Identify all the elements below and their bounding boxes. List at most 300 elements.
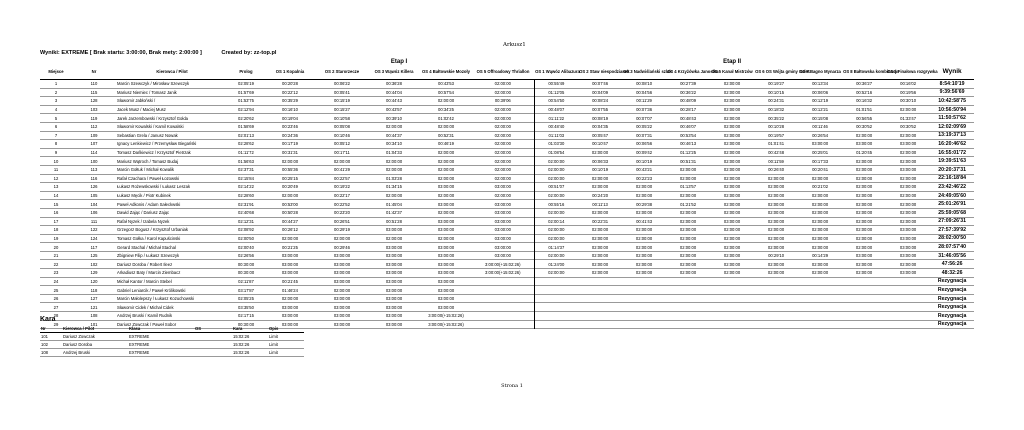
table-cell: 01:11'72: [238, 150, 254, 156]
kara-column-header: OS: [194, 324, 232, 333]
table-cell: 28:07:57'40: [938, 244, 966, 251]
table-cell: 02:00:00: [811, 193, 829, 199]
table-cell: 00:35'22: [768, 115, 785, 121]
table-cell: 02:00:00: [723, 107, 741, 113]
table-cell: 103: [90, 107, 98, 113]
table-cell: 02:00:00: [679, 261, 697, 267]
table-cell: 19: [53, 235, 59, 241]
table-cell: 27:57:39'92: [938, 226, 966, 233]
table-cell: 00:30'52: [856, 124, 873, 130]
table-cell: 00:46'07: [680, 124, 697, 130]
table-cell: 03:00:00: [281, 313, 299, 319]
table-cell: 10:56:50'94: [938, 106, 966, 113]
table-cell: 47:56:26: [941, 261, 963, 268]
table-cell: 01:02'42: [438, 115, 454, 121]
table-cell: 00:51'31: [680, 158, 697, 164]
table-cell: Zbigniew Filip / Łukasz Szewczyk: [117, 253, 180, 259]
table-cell: 02:00:00: [635, 261, 653, 267]
table-cell: 02:00:00: [723, 167, 741, 173]
table-row: [40, 217, 974, 226]
table-cell: 03:00:00: [437, 227, 455, 233]
table-cell: 00:12'19: [812, 98, 829, 104]
table-cell: 122: [90, 227, 98, 233]
table-cell: 02:00:00: [281, 158, 299, 164]
kara-cell: 102: [40, 341, 62, 349]
table-cell: [798, 312, 842, 321]
table-cell: 02:00:00: [494, 107, 511, 113]
table-cell: 02:00:00: [534, 157, 578, 166]
table-cell: 00:51'28: [386, 218, 402, 224]
table-cell: 28: [53, 313, 59, 319]
table-cell: Ignacy Lenkiewicz / Przemysław Biegański: [117, 141, 197, 147]
table-cell: 00:09'42: [636, 150, 653, 156]
table-cell: 03:00:00: [437, 184, 455, 190]
table-cell: [710, 277, 754, 286]
kara-cell: 108: [40, 349, 62, 357]
table-cell: 02:28'62: [238, 141, 254, 147]
table-cell: Gabriel Leniarcik / Paweł Królikowski: [117, 287, 186, 293]
table-cell: [666, 277, 710, 286]
table-cell: 00:24'20: [592, 193, 609, 199]
table-cell: Marcin Gołtuk / Michał Kowalik: [117, 167, 175, 173]
table-cell: Rezygnacja: [937, 295, 967, 302]
table-cell: Jacek Musz / Maciej Musz: [117, 107, 166, 113]
table-cell: [886, 320, 930, 329]
table-cell: 01:33'47: [900, 115, 917, 121]
results-body: [40, 80, 974, 329]
table-cell: 00:07'36: [636, 107, 653, 113]
table-cell: 02:00:00: [385, 235, 403, 241]
table-cell: 02:00:00: [767, 261, 785, 267]
table-cell: 03:00:00: [385, 313, 403, 319]
table-cell: 02:00:00: [811, 210, 829, 216]
table-cell: Tomasz Gołka / Karol Kapuścinski: [117, 235, 181, 241]
table-cell: 00:11'29: [636, 98, 652, 104]
table-cell: 00:29'46: [334, 244, 350, 250]
table-cell: 22: [53, 261, 59, 267]
table-cell: 112: [90, 124, 98, 130]
table-cell: [710, 286, 754, 295]
table-cell: 02:15'84: [238, 175, 254, 181]
table-cell: 00:22'31: [592, 218, 609, 224]
table-cell: 02:00:00: [723, 81, 741, 87]
table-cell: [534, 286, 578, 295]
table-cell: 02:40'68: [238, 210, 254, 216]
table-cell: 03:00:00: [494, 253, 511, 259]
table-cell: 00:10'28: [768, 124, 785, 130]
table-row: [40, 243, 974, 252]
table-cell: 03:00:00: [437, 218, 455, 224]
table-cell: 02:00:00: [679, 235, 697, 241]
table-cell: 03:17'87: [238, 287, 254, 293]
table-row: [40, 114, 974, 123]
table-cell: 02:00:00: [385, 158, 403, 164]
table-cell: 02:00:00: [855, 175, 873, 181]
table-cell: 00:29'38: [636, 201, 653, 207]
table-cell: 03:00:00: [385, 253, 403, 259]
table-cell: 02:00:00: [281, 296, 299, 302]
table-cell: 00:19'22: [334, 184, 350, 190]
table-cell: 02:00:00: [811, 261, 829, 267]
table-cell: 03:00:00: [855, 141, 873, 147]
table-cell: 118: [90, 287, 98, 293]
column-header: OS 9 Finałowa rozgrywka: [886, 66, 930, 80]
table-cell: 02:00:00: [534, 165, 578, 174]
table-cell: 03:00:00: [333, 313, 351, 319]
table-cell: 02:00:00: [534, 174, 578, 183]
table-cell: 03:00:00: [437, 261, 455, 267]
table-cell: 03:00:00: [899, 141, 917, 147]
table-cell: 02:00:00: [767, 201, 785, 207]
table-cell: [886, 303, 930, 312]
table-cell: 15: [53, 201, 59, 207]
table-cell: 02:00:00: [767, 235, 785, 241]
table-cell: 02:00:00: [534, 251, 578, 260]
table-cell: [754, 303, 798, 312]
table-cell: 02:00:00: [723, 261, 741, 267]
table-cell: 11:50:57'62: [938, 115, 966, 122]
table-cell: 00:06'56: [636, 141, 653, 147]
table-cell: 03:00:00: [855, 253, 873, 259]
table-cell: 01:24'00: [534, 260, 578, 269]
table-cell: 00:36'27: [856, 81, 873, 87]
table-cell: Rezygnacja: [937, 304, 967, 311]
table-cell: 00:06'22: [334, 81, 350, 87]
table-cell: 02:00:00: [534, 191, 578, 200]
table-cell: 01:01'51: [856, 107, 873, 113]
kara-column-headers: [40, 324, 304, 333]
table-cell: 00:22'12: [282, 89, 298, 95]
table-cell: 02:00:00: [855, 218, 873, 224]
table-cell: [842, 294, 886, 303]
column-header: OS 4 Bałtowskie Mozoły: [420, 66, 472, 80]
table-cell: 00:22'17: [334, 193, 350, 199]
table-cell: 24: [53, 278, 59, 284]
table-cell: 00:43'21: [636, 167, 653, 173]
table-cell: 00:10'19: [636, 158, 653, 164]
table-cell: 03:00:00: [333, 321, 351, 327]
table-cell: 00:21'02: [812, 184, 829, 190]
table-cell: 02:00:00: [855, 132, 873, 138]
table-cell: 48:32:26: [941, 269, 963, 276]
table-cell: 00:16'02: [900, 81, 917, 87]
table-cell: 00:05'08: [334, 124, 350, 130]
table-cell: 00:05'47: [592, 132, 609, 138]
table-cell: 115: [90, 89, 98, 95]
kara-cell: EXTREME: [128, 349, 194, 357]
column-header: Miejsce: [40, 66, 72, 80]
kara-cell: EXTREME: [128, 333, 194, 341]
table-cell: 02:12'94: [238, 107, 254, 113]
table-cell: 03:00:00: [333, 261, 351, 267]
table-cell: [886, 294, 930, 303]
table-cell: 00:08'24: [592, 98, 609, 104]
table-cell: [534, 294, 578, 303]
table-row: [40, 251, 974, 260]
table-cell: 02:00:00: [899, 261, 917, 267]
table-cell: 00:16'10: [282, 107, 298, 113]
table-cell: 00:27'39: [680, 81, 697, 87]
table-cell: 02:00:00: [591, 235, 609, 241]
table-cell: 02:00:00: [534, 226, 578, 235]
kara-column-header: Nr: [40, 324, 62, 333]
table-cell: [578, 286, 622, 295]
table-cell: 02:00:00: [899, 184, 917, 190]
table-cell: 3:00:00(+15:02:26): [485, 270, 521, 276]
table-cell: 02:00:00: [437, 175, 455, 181]
table-cell: 102: [90, 261, 98, 267]
table-cell: [622, 312, 666, 321]
table-cell: [754, 320, 798, 329]
table-cell: 02:00:00: [723, 175, 741, 181]
table-cell: 00:23'20: [334, 210, 350, 216]
kara-row: [40, 349, 304, 357]
table-cell: 02:12'31: [238, 218, 254, 224]
table-cell: 03:35'50: [238, 304, 254, 310]
table-cell: 02:00:00: [855, 244, 873, 250]
table-cell: 03:00:00: [494, 244, 511, 250]
table-cell: 02:00:00: [591, 270, 609, 276]
table-cell: 03:00:00: [899, 167, 917, 173]
table-cell: 00:44'37: [386, 132, 402, 138]
table-cell: [534, 303, 578, 312]
table-cell: 01:12'05: [534, 88, 578, 97]
table-cell: 03:00:00: [333, 270, 351, 276]
table-cell: 02:00:00: [385, 167, 403, 173]
table-cell: 01:03'30: [534, 140, 578, 149]
table-cell: 00:04'56: [636, 89, 653, 95]
table-cell: 00:07'55: [592, 107, 609, 113]
table-cell: 02:00:00: [437, 158, 455, 164]
table-cell: 02:00:00: [811, 244, 829, 250]
table-cell: 01:21'52: [680, 201, 697, 207]
table-cell: 03:00:00: [437, 278, 455, 284]
table-row: [40, 312, 974, 321]
table-row: [40, 277, 974, 286]
table-cell: 00:53'00: [282, 201, 298, 207]
table-cell: 02:00:00: [591, 244, 609, 250]
table-cell: 03:00:00: [811, 141, 829, 147]
table-cell: 02:00:00: [437, 210, 455, 216]
table-cell: 02:00:00: [899, 210, 917, 216]
table-cell: 01:11'22: [534, 114, 578, 123]
table-cell: Arkadiusz Baty / Marcin Ziembacz: [117, 270, 181, 276]
table-cell: Jarek Jarzembowski / Krzysztof Gołda: [117, 115, 188, 121]
kara-cell: Dariusz Zowczak: [62, 333, 128, 341]
table-cell: 02:00:00: [679, 244, 697, 250]
table-cell: 02:00:00: [855, 193, 873, 199]
table-cell: [534, 277, 578, 286]
table-cell: 02:00:00: [855, 261, 873, 267]
table-cell: 03:00:00: [385, 270, 403, 276]
column-header: OS 2 Staw niespodzianek: [578, 66, 622, 80]
table-cell: 00:55'16: [534, 200, 578, 209]
column-header: OS 3 Nadwiślański szlak: [622, 66, 666, 80]
table-cell: 00:10'58: [334, 115, 350, 121]
table-cell: 02:00:00: [494, 115, 511, 121]
table-cell: 00:43'53: [438, 81, 454, 87]
table-cell: 11: [53, 167, 59, 173]
table-cell: 18: [53, 227, 59, 233]
table-cell: 00:15'27: [334, 107, 350, 113]
table-row: [40, 191, 974, 200]
table-cell: 00:30'52: [900, 124, 917, 130]
table-cell: 00:07'31: [636, 132, 653, 138]
table-cell: 02:00:00: [723, 193, 741, 199]
table-cell: 00:04'35: [592, 124, 609, 130]
table-cell: 119: [90, 115, 98, 121]
table-cell: 21: [53, 253, 59, 259]
table-cell: 00:21'25: [282, 244, 298, 250]
table-cell: 02:00:00: [723, 210, 741, 216]
table-cell: 02:00:00: [635, 270, 653, 276]
table-cell: 02:00:00: [767, 218, 785, 224]
table-cell: [754, 294, 798, 303]
table-cell: Paweł Adkonis / Adam Sałeckwski: [117, 201, 181, 207]
table-cell: 02:00:00: [855, 270, 873, 276]
table-cell: Rezygnacja: [937, 278, 967, 285]
table-cell: 02:00:00: [281, 193, 299, 199]
table-cell: 01:53'75: [238, 98, 254, 104]
table-cell: 00:15'19: [334, 98, 350, 104]
table-cell: 02:00:00: [635, 210, 653, 216]
table-cell: 03:00:00: [494, 201, 511, 207]
table-cell: 19:39:51'63: [938, 158, 966, 165]
table-cell: Łukasz Męcik / Piotr Kubinek: [117, 193, 171, 199]
table-cell: 00:39'10: [386, 115, 402, 121]
table-cell: 02:00:00: [723, 89, 741, 95]
table-cell: 110: [90, 81, 98, 87]
table-cell: 02:00:00: [591, 227, 609, 233]
table-cell: 9:39:56'69: [939, 89, 965, 96]
table-cell: 02:00:00: [679, 167, 697, 173]
kara-column-header: Kierowca / Pilot: [62, 324, 128, 333]
kara-row: [40, 341, 304, 349]
table-cell: 02:00:00: [494, 175, 511, 181]
table-cell: 8:54:10'19: [939, 80, 965, 87]
table-cell: 100: [90, 158, 98, 164]
table-cell: [710, 294, 754, 303]
table-cell: 00:19'04: [282, 115, 298, 121]
table-cell: 02:00:00: [635, 253, 653, 259]
table-cell: 02:00:00: [899, 218, 917, 224]
table-cell: 125: [90, 253, 98, 259]
table-cell: 02:00:00: [811, 227, 829, 233]
table-cell: 02:00:00: [494, 132, 511, 138]
table-cell: 02:00:00: [679, 193, 697, 199]
table-cell: 00:46'19: [438, 141, 454, 147]
table-cell: 00:18'32: [768, 107, 785, 113]
column-header: Prolog: [228, 66, 264, 80]
column-header: OS 7 Bagno Mynarza: [798, 66, 842, 80]
kara-cell: Limit: [268, 333, 304, 341]
table-cell: [622, 277, 666, 286]
table-cell: 02:00:00: [281, 235, 299, 241]
table-row: [40, 97, 974, 106]
table-cell: 02:00:00: [811, 270, 829, 276]
table-cell: Mariusz Niemiec / Tomasz Janik: [117, 89, 177, 95]
created-by: Created by: zz-top.pl: [221, 50, 277, 56]
table-cell: 20: [53, 244, 59, 250]
table-cell: 03:00:00: [899, 244, 917, 250]
table-cell: 00:07'07: [636, 115, 653, 121]
table-cell: 02:00'40: [238, 244, 254, 250]
table-cell: 12: [53, 175, 59, 181]
table-cell: 01:46'24: [282, 287, 298, 293]
table-cell: 124: [90, 235, 98, 241]
table-cell: [622, 320, 666, 329]
kara-body: [40, 333, 304, 357]
table-cell: 00:44'04: [386, 89, 402, 95]
table-cell: 03:00:00: [385, 321, 403, 327]
table-cell: 03:00:00: [899, 227, 917, 233]
table-cell: 00:28'17: [680, 107, 697, 113]
table-row: [40, 260, 974, 269]
table-cell: 00:24'31: [768, 98, 785, 104]
table-cell: 02:00:00: [591, 150, 609, 156]
table-row: [40, 200, 974, 209]
table-cell: 28:02:00'50: [938, 235, 966, 242]
table-cell: 00:20'49: [282, 184, 298, 190]
table-cell: 02:05'25: [238, 296, 254, 302]
results-summary: Wyniki: EXTREME [ Brak startu: 3:00:00, Brak mety: 2:00:00 ]: [40, 50, 202, 56]
table-cell: [472, 294, 534, 303]
table-row: [40, 140, 974, 149]
table-cell: 02:00'50: [238, 235, 254, 241]
table-cell: 02:00:00: [811, 218, 829, 224]
table-cell: 03:00:00: [494, 184, 511, 190]
table-cell: 03:00:00: [281, 261, 299, 267]
table-row: [40, 80, 974, 89]
table-row: [40, 105, 974, 114]
kara-cell: Dariusz Doroba: [62, 341, 128, 349]
table-cell: [754, 286, 798, 295]
table-cell: 02:00:00: [679, 210, 697, 216]
table-cell: [798, 277, 842, 286]
kara-cell: [194, 341, 232, 349]
table-cell: 03:00:00: [385, 244, 403, 250]
table-cell: 03:00:00: [385, 296, 403, 302]
kara-cell: 15:02:26: [232, 349, 268, 357]
table-cell: 03:00:00: [437, 253, 455, 259]
table-cell: 02:00:00: [534, 234, 578, 243]
table-cell: 03:00:00: [385, 261, 403, 267]
table-cell: 02:00:00: [855, 235, 873, 241]
table-row: [40, 174, 974, 183]
table-cell: 00:29'19: [334, 227, 350, 233]
table-cell: 00:44'43: [386, 98, 402, 104]
table-cell: 02:00:00: [767, 184, 785, 190]
table-cell: 03:00:00: [281, 270, 299, 276]
table-cell: 01:13'57: [680, 184, 697, 190]
table-cell: 00:19'56: [900, 89, 917, 95]
column-header: OS 5 Offroadowy Thriallon: [472, 66, 534, 80]
table-cell: 00:48'09: [680, 98, 697, 104]
table-cell: [666, 294, 710, 303]
table-cell: 01:01'41: [768, 141, 785, 147]
table-cell: 00:36'28: [386, 81, 402, 87]
table-cell: 8: [54, 141, 58, 147]
table-cell: 00:22'52: [334, 201, 350, 207]
table-cell: 02:00:00: [494, 141, 511, 147]
table-cell: 00:17'19: [282, 141, 298, 147]
table-cell: 02:00:00: [767, 270, 785, 276]
kara-cell: EXTREME: [128, 341, 194, 349]
column-header: OS 4 Krzyżówka Janosika: [666, 66, 710, 80]
table-cell: Marcin Szewczyk / Mirosław Szewczyk: [117, 81, 190, 87]
table-row: [40, 122, 974, 131]
table-cell: 00:30'10: [900, 98, 917, 104]
